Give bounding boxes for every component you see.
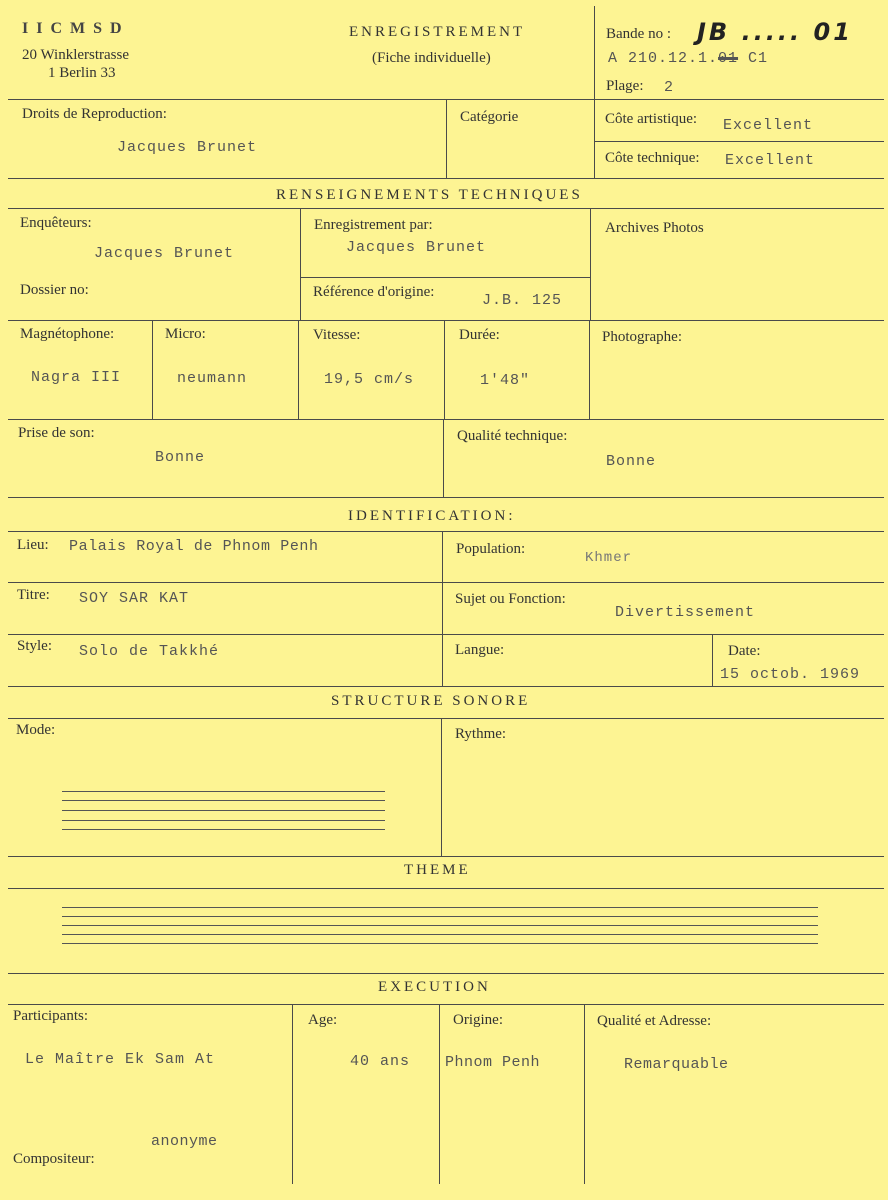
writing-line: [62, 907, 818, 908]
writing-line: [62, 916, 818, 917]
reference-value: J.B. 125: [482, 292, 563, 309]
rule: [8, 531, 884, 532]
rule: [8, 634, 884, 635]
titre-value: SOY SAR KAT: [79, 590, 190, 607]
enregistrement-par-label: Enregistrement par:: [314, 217, 433, 233]
participants-value: Le Maître Ek Sam At: [25, 1051, 216, 1068]
magnetophone-label: Magnétophone:: [20, 326, 115, 342]
enregistrement-par-value: Jacques Brunet: [346, 239, 487, 256]
rule: [446, 99, 447, 178]
rule: [8, 582, 884, 583]
duree-value: 1'48": [480, 372, 531, 389]
prise-de-son-value: Bonne: [155, 449, 206, 466]
magnetophone-value: Nagra III: [31, 369, 122, 386]
rule: [712, 634, 713, 686]
rule: [8, 208, 884, 209]
rule: [8, 99, 594, 100]
rule: [590, 208, 591, 320]
enqueteurs-label: Enquêteurs:: [20, 215, 92, 231]
titre-label: Titre:: [17, 587, 50, 603]
plage-value: 2: [664, 79, 675, 96]
droits-label: Droits de Reproduction:: [22, 106, 167, 122]
rule: [439, 1004, 440, 1184]
rule: [8, 973, 884, 974]
duree-label: Durée:: [459, 327, 500, 343]
enqueteurs-value: Jacques Brunet: [94, 245, 235, 262]
writing-line: [62, 810, 385, 811]
rule: [8, 320, 884, 321]
qualite-adresse-label: Qualité et Adresse:: [597, 1013, 712, 1029]
vitesse-label: Vitesse:: [313, 327, 361, 343]
section-title-identification: IDENTIFICATION:: [348, 508, 516, 524]
rule: [8, 718, 884, 719]
rule: [442, 531, 443, 686]
population-value: Khmer: [585, 550, 633, 566]
compositeur-label: Compositeur:: [13, 1151, 95, 1167]
date-label: Date:: [728, 643, 761, 659]
vitesse-value: 19,5 cm/s: [324, 371, 415, 388]
rule: [8, 419, 884, 420]
form-subtitle: (Fiche individuelle): [372, 50, 491, 66]
writing-line: [62, 829, 385, 830]
rule: [8, 1004, 884, 1005]
sujet-label: Sujet ou Fonction:: [455, 591, 566, 607]
bande-ref-struck: 01: [718, 50, 739, 67]
cote-technique-label: Côte technique:: [605, 150, 700, 166]
micro-value: neumann: [177, 370, 248, 387]
org-address-line1: 20 Winklerstrasse: [22, 47, 130, 63]
bande-ref-prefix: A 210.12.1.: [608, 50, 719, 67]
writing-line: [62, 800, 385, 801]
droits-value: Jacques Brunet: [117, 139, 258, 156]
rule: [8, 686, 884, 687]
cote-technique-value: Excellent: [725, 152, 816, 169]
participants-label: Participants:: [13, 1008, 88, 1024]
rule: [594, 99, 884, 100]
mode-label: Mode:: [16, 722, 56, 738]
rule: [300, 208, 301, 320]
date-value: 15 octob. 1969: [720, 666, 861, 683]
rule: [444, 320, 445, 419]
lieu-value: Palais Royal de Phnom Penh: [69, 538, 319, 555]
micro-label: Micro:: [165, 326, 206, 342]
rule: [441, 718, 442, 856]
rule: [584, 1004, 585, 1184]
cote-artistique-label: Côte artistique:: [605, 111, 698, 127]
prise-de-son-label: Prise de son:: [18, 425, 95, 441]
rythme-label: Rythme:: [455, 726, 507, 742]
section-title-structure: STRUCTURE SONORE: [331, 693, 531, 709]
org-name: I I C M S D: [22, 20, 124, 37]
qualite-technique-value: Bonne: [606, 453, 657, 470]
age-label: Age:: [308, 1012, 338, 1028]
age-value: 40 ans: [350, 1053, 411, 1070]
sujet-value: Divertissement: [615, 604, 756, 621]
rule: [8, 178, 884, 179]
rule: [594, 141, 884, 142]
section-title-theme: THEME: [404, 862, 471, 878]
dossier-label: Dossier no:: [20, 282, 89, 298]
bande-value: JB ..... 01: [697, 18, 853, 46]
org-address-line2: 1 Berlin 33: [48, 65, 116, 81]
section-title-renseignements: RENSEIGNEMENTS TECHNIQUES: [276, 187, 583, 203]
rule: [292, 1004, 293, 1184]
lieu-label: Lieu:: [17, 537, 49, 553]
rule: [300, 277, 590, 278]
rule: [8, 888, 884, 889]
rule: [589, 320, 590, 419]
writing-line: [62, 934, 818, 935]
categorie-label: Catégorie: [460, 109, 519, 125]
qualite-adresse-value: Remarquable: [624, 1056, 729, 1073]
style-label: Style:: [17, 638, 53, 654]
rule: [8, 497, 884, 498]
compositeur-value: anonyme: [151, 1133, 218, 1150]
section-title-execution: EXECUTION: [378, 979, 491, 995]
origine-label: Origine:: [453, 1012, 503, 1028]
writing-line: [62, 925, 818, 926]
origine-value: Phnom Penh: [445, 1054, 541, 1071]
plage-label: Plage:: [606, 78, 644, 94]
bande-ref-suffix: C1: [738, 50, 769, 67]
form-title: ENREGISTREMENT: [349, 24, 526, 40]
style-value: Solo de Takkhé: [79, 643, 220, 660]
rule: [298, 320, 299, 419]
archives-photos-label: Archives Photos: [605, 220, 704, 236]
writing-line: [62, 943, 818, 944]
reference-label: Référence d'origine:: [313, 284, 435, 300]
writing-line: [62, 791, 385, 792]
qualite-technique-label: Qualité technique:: [457, 428, 568, 444]
rule: [152, 320, 153, 419]
population-label: Population:: [456, 541, 526, 557]
bande-label: Bande no :: [606, 26, 671, 42]
langue-label: Langue:: [455, 642, 505, 658]
rule: [594, 6, 595, 178]
bande-reference: [608, 50, 768, 67]
rule: [443, 419, 444, 497]
writing-line: [62, 820, 385, 821]
photographe-label: Photographe:: [602, 329, 682, 345]
rule: [8, 856, 884, 857]
cote-artistique-value: Excellent: [723, 117, 814, 134]
